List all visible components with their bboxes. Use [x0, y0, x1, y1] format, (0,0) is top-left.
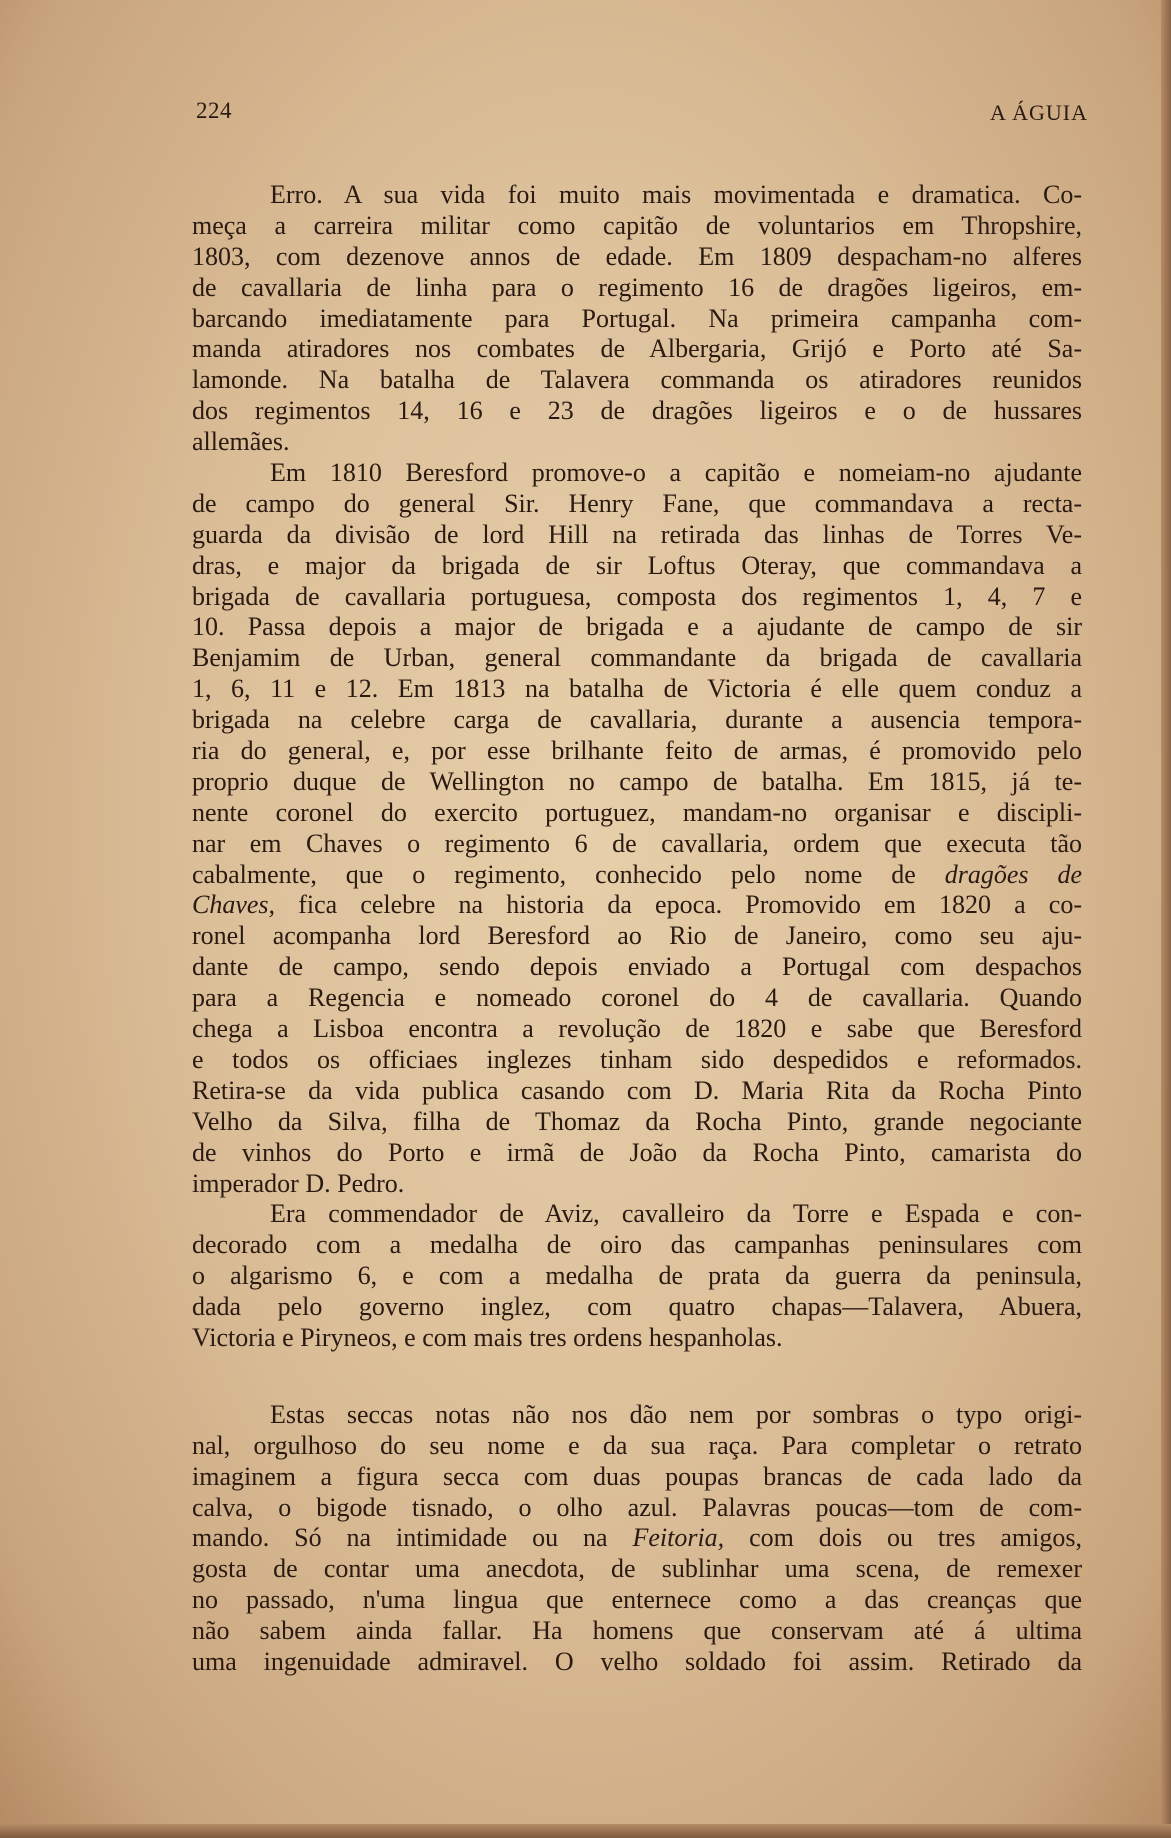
text-line: dos regimentos 14, 16 e 23 de dragões ligeiros e o de hussares: [192, 396, 1082, 426]
page-number: 224: [196, 98, 232, 123]
text-line: imaginem a figura secca com duas poupas brancas de cada lado da: [192, 1461, 1082, 1491]
text-line: Em 1810 Beresford promove-o a capitão e nomeiam-no ajudante: [270, 458, 1082, 488]
paragraph-gap: [192, 1354, 1082, 1400]
text-line: no passado, n'uma lingua que enternece como a das creanças que: [192, 1585, 1082, 1615]
text-line: 10. Passa depois a major de brigada e a ajudante de campo de sir: [192, 612, 1082, 642]
running-title: A ÁGUIA: [989, 100, 1088, 125]
text-line: allemães.: [192, 427, 290, 457]
text-line: para a Regencia e nomeado coronel do 4 de cavallaria. Quando: [192, 983, 1082, 1013]
text-line: Retira-se da vida publica casando com D. Maria Rita da Rocha Pinto: [192, 1075, 1082, 1105]
text-line: dante de campo, sendo depois enviado a Portugal com despachos: [192, 952, 1082, 982]
text-line: brigada na celebre carga de cavallaria, durante a ausencia tempora-: [192, 705, 1082, 735]
text-line: ronel acompanha lord Beresford ao Rio de Janeiro, como seu aju-: [192, 921, 1082, 951]
italic-text: dragões de: [944, 859, 1082, 889]
text-line: mando. Só na intimidade ou na Feitoria, com dois ou tres amigos,: [192, 1523, 1082, 1553]
text-line: e todos os officiaes inglezes tinham sido despedidos e reformados.: [192, 1044, 1082, 1074]
paragraph: [192, 1199, 1082, 1353]
paragraph: [192, 180, 1082, 458]
paragraph: [192, 1400, 1082, 1678]
text-line: Victoria e Piryneos, e com mais tres ordens hespanholas.: [192, 1322, 783, 1352]
text-line: brigada de cavallaria portuguesa, composta dos regimentos 1, 4, 7 e: [192, 581, 1082, 611]
text-line: lamonde. Na batalha de Talavera commanda os atiradores reunidos: [192, 365, 1082, 395]
text-line: Era commendador de Aviz, cavalleiro da Torre e Espada e con-: [270, 1199, 1082, 1229]
text-line: manda atiradores nos combates de Albergaria, Grijó e Porto até Sa-: [192, 334, 1082, 364]
text-line: Velho da Silva, filha de Thomaz da Rocha Pinto, grande negociante: [192, 1106, 1082, 1136]
text-line: meça a carreira militar como capitão de voluntarios em Thropshire,: [192, 210, 1082, 240]
text-line: 1803, com dezenove annos de edade. Em 1809 despacham-no alferes: [192, 241, 1082, 271]
text-line: uma ingenuidade admiravel. O velho soldado foi assim. Retirado da: [192, 1646, 1082, 1676]
text-line: dada pelo governo inglez, com quatro chapas—Talavera, Abuera,: [192, 1292, 1082, 1322]
text-line: dras, e major da brigada de sir Loftus Oteray, que commandava a: [192, 550, 1082, 580]
text-line: de cavallaria de linha para o regimento 16 de dragões ligeiros, em-: [192, 272, 1082, 302]
text-line: Chaves, fica celebre na historia da epoca. Promovido em 1820 a co-: [192, 890, 1082, 920]
text-line: Benjamim de Urban, general commandante da brigada de cavallaria: [192, 643, 1082, 673]
text-line: gosta de contar uma anecdota, de sublinhar uma scena, de remexer: [192, 1554, 1082, 1584]
text-line: nente coronel do exercito portuguez, mandam-no organisar e discipli-: [192, 797, 1082, 827]
body-text: [192, 180, 1082, 1678]
text-line: nar em Chaves o regimento 6 de cavallaria, ordem que executa tão: [192, 828, 1082, 858]
italic-text: Chaves,: [192, 890, 276, 920]
text-line: ria do general, e, por esse brilhante feito de armas, é promovido pelo: [192, 736, 1082, 766]
text-line: calva, o bigode tisnado, o olho azul. Palavras poucas—tom de com-: [192, 1492, 1082, 1522]
page-header: [196, 98, 1088, 132]
text-line: imperador D. Pedro.: [192, 1168, 405, 1198]
text-line: guarda da divisão de lord Hill na retirada das linhas de Torres Ve-: [192, 519, 1082, 549]
page-edge-right: [1161, 0, 1171, 1838]
text-line: proprio duque de Wellington no campo de batalha. Em 1815, já te-: [192, 766, 1082, 796]
text-line: cabalmente, que o regimento, conhecido pelo nome de dragões de: [192, 859, 1082, 889]
text-line: de vinhos do Porto e irmã de João da Rocha Pinto, camarista do: [192, 1137, 1082, 1167]
text-line: nal, orgulhoso do seu nome e da sua raça. Para completar o retrato: [192, 1430, 1082, 1460]
italic-text: Feitoria,: [632, 1523, 725, 1553]
text-line: o algarismo 6, e com a medalha de prata da guerra da peninsula,: [192, 1261, 1082, 1291]
paragraph: [192, 458, 1082, 1199]
text-line: decorado com a medalha de oiro das campanhas peninsulares com: [192, 1230, 1082, 1260]
text-line: barcando imediatamente para Portugal. Na primeira campanha com-: [192, 303, 1082, 333]
text-line: de campo do general Sir. Henry Fane, que commandava a recta-: [192, 488, 1082, 518]
text-line: Erro. A sua vida foi muito mais movimentada e dramatica. Co-: [270, 180, 1082, 209]
page-edge-bottom: [0, 1824, 1171, 1838]
text-line: Estas seccas notas não nos dão nem por sombras o typo origi-: [270, 1399, 1082, 1429]
text-line: chega a Lisboa encontra a revolução de 1820 e sabe que Beresford: [192, 1014, 1082, 1044]
text-line: não sabem ainda fallar. Ha homens que conservam até á ultima: [192, 1616, 1082, 1646]
text-line: 1, 6, 11 e 12. Em 1813 na batalha de Victoria é elle quem conduz a: [192, 674, 1082, 704]
